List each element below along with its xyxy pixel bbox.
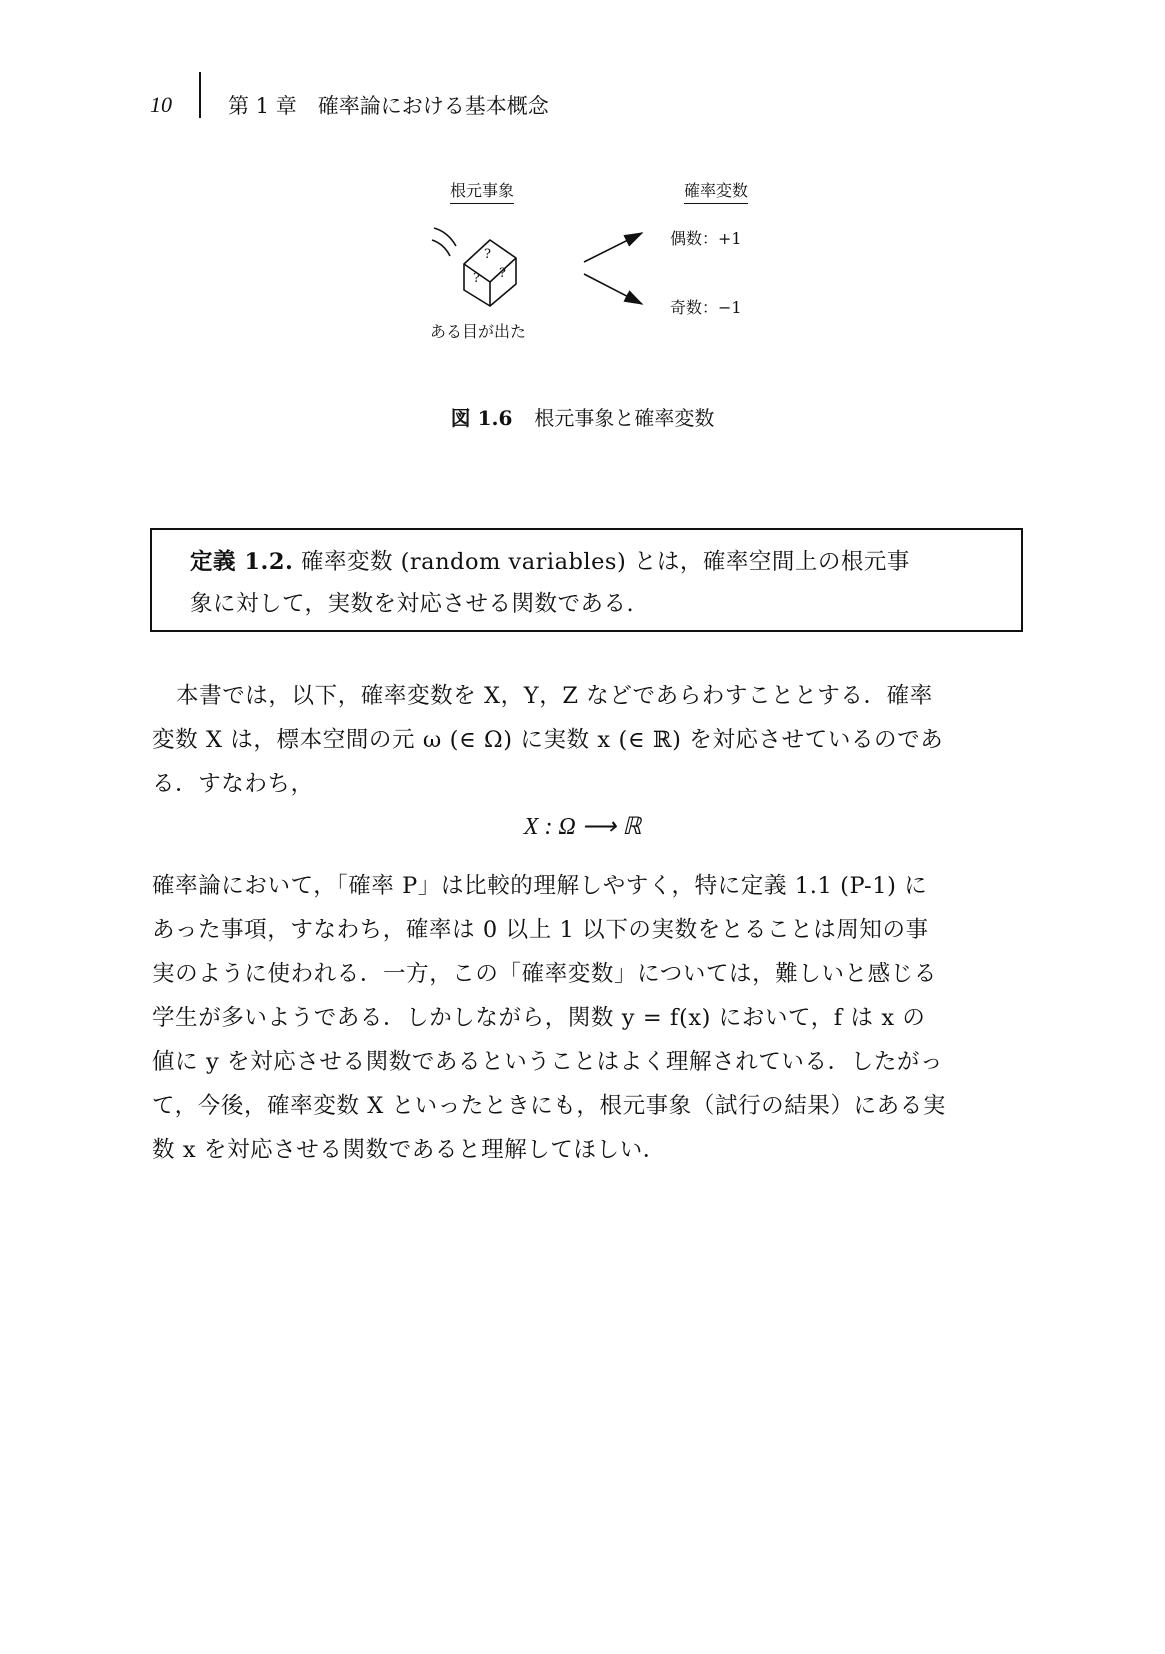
label-elementary-event: 根元事象	[450, 178, 514, 204]
paragraph-line: て，今後，確率変数 X といったときにも，根元事象（試行の結果）にある実	[152, 1093, 946, 1119]
die-caption: ある目が出た	[430, 322, 527, 341]
paragraph-line: 変数 X は，標本空間の元 ω (∈ Ω) に実数 x (∈ ℝ) を対応させているのであ	[152, 727, 944, 753]
definition-box	[150, 528, 1023, 632]
die-face-top: ?	[484, 247, 491, 262]
paragraph-line: 本書では，以下，確率変数を X，Y，Z などであらわすこととする．確率	[176, 683, 933, 709]
caption-text: 根元事象と確率変数	[534, 406, 715, 430]
definition-heading: 定義 1.2.	[190, 549, 294, 575]
paragraph-line: 学生が多いようである．しかしながら，関数 y = f(x) において，f は x の	[152, 1005, 926, 1031]
paragraph-line: 値に y を対応させる関数であるということはよく理解されている．したがっ	[152, 1049, 944, 1075]
outcome-even: 偶数：+1	[670, 229, 742, 248]
definition-line-1	[190, 544, 910, 576]
paragraph-line: 数 x を対応させる関数であると理解してほしい．	[152, 1137, 666, 1163]
arrow-to-odd	[584, 274, 642, 304]
header-divider	[199, 72, 201, 118]
paragraph-line: る．すなわち，	[152, 771, 314, 797]
caption-number: 図 1.6	[450, 406, 513, 430]
paragraph-line: 確率論において，「確率 P」は比較的理解しやすく，特に定義 1.1 (P-1) に	[152, 873, 928, 899]
paragraph-line: あった事項，すなわち，確率は 0 以上 1 以下の実数をとることは周知の事	[152, 917, 929, 943]
figure-1-6	[430, 178, 810, 358]
page-number: 10	[150, 92, 172, 117]
arrow-to-even	[584, 233, 642, 262]
running-title: 第 1 章 確率論における基本概念	[228, 94, 549, 118]
paragraph-line: 実のように使われる．一方，この「確率変数」については，難しいと感じる	[152, 961, 937, 987]
definition-text-1: 確率変数 (random variables) とは，確率空間上の根元事	[300, 549, 910, 575]
motion-lines-icon	[432, 240, 450, 256]
display-equation: X : Ω ⟶ ℝ	[523, 814, 642, 840]
die-face-right: ?	[499, 266, 506, 281]
definition-line-2: 象に対して，実数を対応させる関数である.	[190, 591, 635, 617]
figure-caption	[0, 402, 1165, 431]
die-face-left: ?	[473, 271, 480, 286]
label-random-variable: 確率変数	[684, 178, 748, 204]
outcome-odd: 奇数：−1	[670, 298, 742, 317]
